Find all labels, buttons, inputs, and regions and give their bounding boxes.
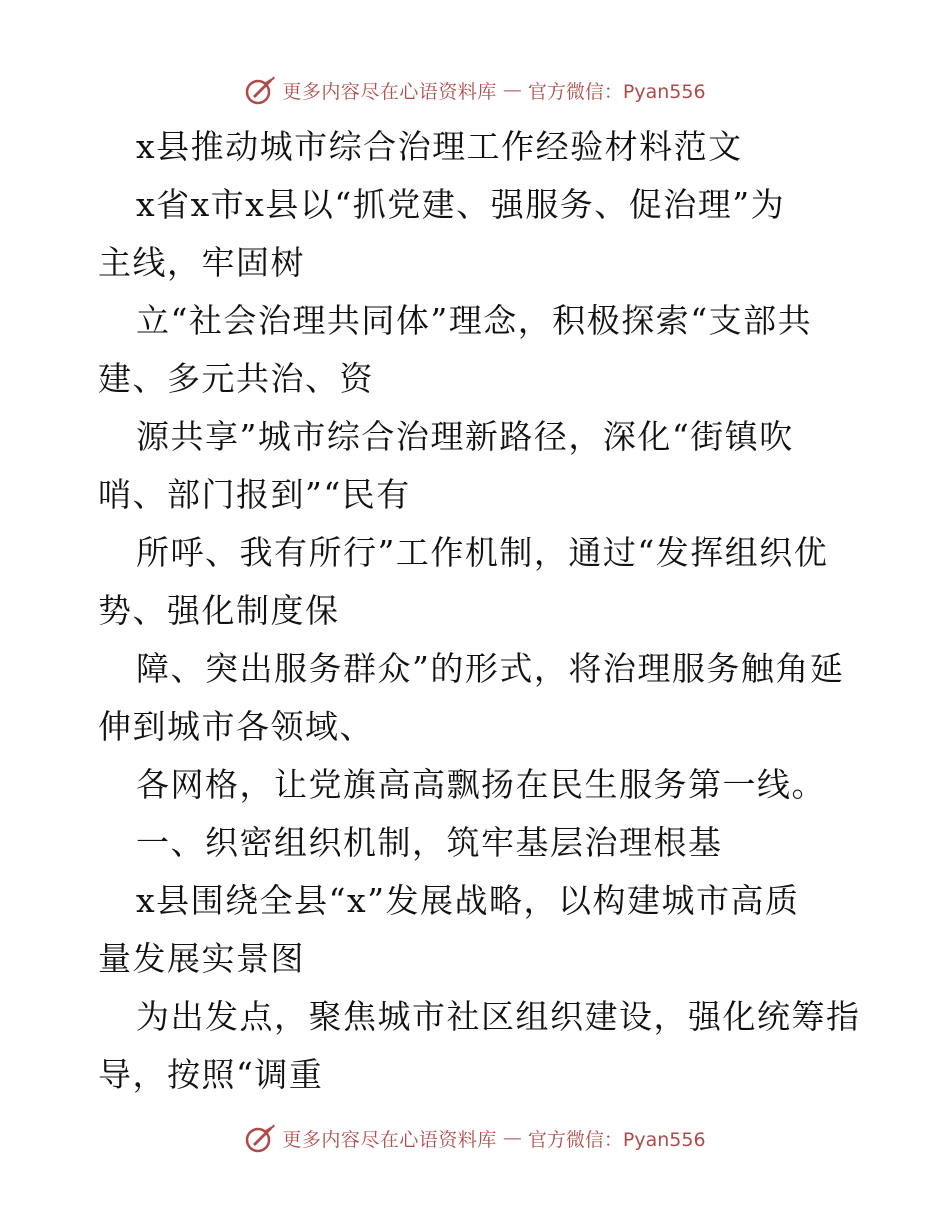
- quill-logo-icon: [244, 1122, 276, 1154]
- header-banner: [0, 70, 950, 110]
- header-banner-contact: 官方微信：Pyan556: [527, 80, 706, 103]
- paragraph-line: 导，按照“调重: [98, 1055, 324, 1094]
- paragraph-line: 所呼、我有所行”工作机制，通过“发挥组织优: [136, 533, 829, 572]
- paragraph-line: 立“社会治理共同体”理念，积极探索“支部共: [136, 301, 813, 340]
- header-banner-inner: [244, 74, 705, 106]
- paragraph-line: 哨、部门报到”“民有: [98, 475, 411, 514]
- footer-banner-inner: [244, 1122, 705, 1154]
- footer-banner-contact: 官方微信：Pyan556: [527, 1128, 706, 1151]
- paragraph-line: 障、突出服务群众”的形式，将治理服务触角延: [136, 649, 845, 688]
- paragraph-line: 量发展实景图: [98, 939, 305, 978]
- paragraph-line: 源共享”城市综合治理新路径，深化“街镇吹: [136, 417, 794, 456]
- footer-banner: [0, 1118, 950, 1158]
- paragraph-line: 伸到城市各领域、: [98, 707, 374, 746]
- footer-banner-separator: —: [502, 1127, 522, 1149]
- quill-logo-icon: [244, 74, 276, 106]
- paragraph-line: x省x市x县以“抓党建、强服务、促治理”为: [136, 185, 786, 224]
- paragraph-line: 势、强化制度保: [98, 591, 340, 630]
- header-banner-text: 更多内容尽在心语资料库: [282, 80, 497, 103]
- paragraph-line: x县围绕全县“x”发展战略，以构建城市高质: [136, 881, 800, 920]
- footer-banner-text: 更多内容尽在心语资料库: [282, 1128, 497, 1151]
- section-heading: 一、织密组织机制，筑牢基层治理根基: [136, 823, 723, 862]
- document-title: x县推动城市综合治理工作经验材料范文: [136, 127, 743, 166]
- document-body: [98, 118, 861, 1104]
- paragraph-line: 各网格，让党旗高高飘扬在民生服务第一线。: [136, 765, 826, 804]
- paragraph-line: 建、多元共治、资: [98, 359, 374, 398]
- header-banner-separator: —: [502, 79, 522, 101]
- paragraph-line: 为出发点，聚焦城市社区组织建设，强化统筹指: [136, 997, 861, 1036]
- paragraph-line: 主线，牢固树: [98, 243, 305, 282]
